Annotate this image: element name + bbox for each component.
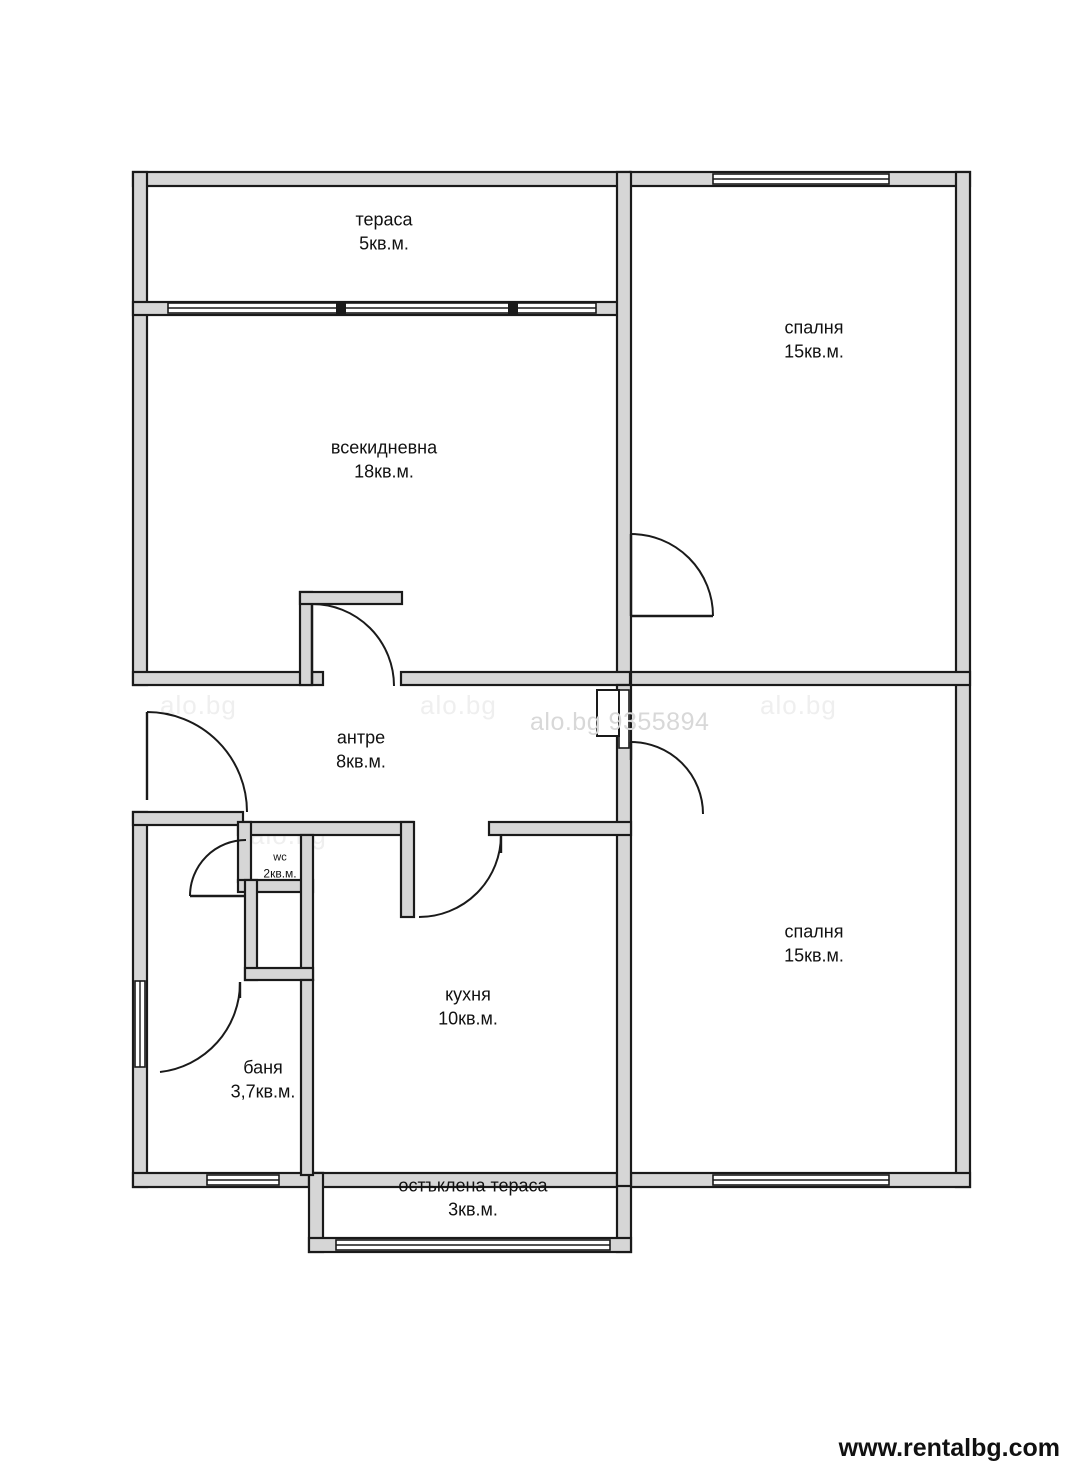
room-area: 15кв.м. <box>784 342 844 362</box>
window-bathroom-left <box>135 981 145 1067</box>
door-bathroom <box>160 982 240 1072</box>
window-bedroom-north <box>713 174 889 184</box>
room-area: 3кв.м. <box>448 1200 498 1220</box>
room-area: 2кв.м. <box>263 866 297 881</box>
door-entrance <box>147 712 247 812</box>
window-bedroom-south <box>713 1175 889 1185</box>
watermark-tile: alo.bg <box>420 690 497 720</box>
room-name: антре <box>336 727 386 748</box>
watermark-footer-url: www.rentalbg.com <box>838 1434 1060 1462</box>
room-name: wc <box>273 851 287 864</box>
door-hall-bedroom-north <box>631 534 713 616</box>
room-area: 8кв.м. <box>336 752 386 772</box>
room-name: всекидневна <box>330 437 438 458</box>
room-area: 18кв.м. <box>354 462 414 482</box>
watermark-tile: alo.bg <box>760 690 837 720</box>
window-living-terrace <box>168 301 596 315</box>
room-area: 15кв.м. <box>784 946 844 966</box>
room-area: 5кв.м. <box>359 234 409 254</box>
room-name: спалня <box>784 317 844 338</box>
door-kitchen <box>419 835 501 917</box>
door-living-hall <box>312 604 394 686</box>
window-glazed-terrace <box>336 1240 610 1250</box>
room-name: баня <box>243 1057 283 1078</box>
watermark-tile: alo.bg <box>160 690 237 720</box>
watermark-center: alo.bg 9355894 <box>530 708 710 736</box>
door-hall-bedroom-south <box>631 742 703 814</box>
wall-structure <box>133 172 970 1252</box>
room-name: спалня <box>784 921 844 942</box>
room-area: 3,7кв.м. <box>230 1082 296 1102</box>
room-area: 10кв.м. <box>438 1009 498 1029</box>
window-bathroom <box>207 1175 279 1185</box>
room-name: кухня <box>445 984 491 1005</box>
room-name: тераса <box>355 209 413 230</box>
room-name: остъклена тераса <box>398 1175 548 1196</box>
